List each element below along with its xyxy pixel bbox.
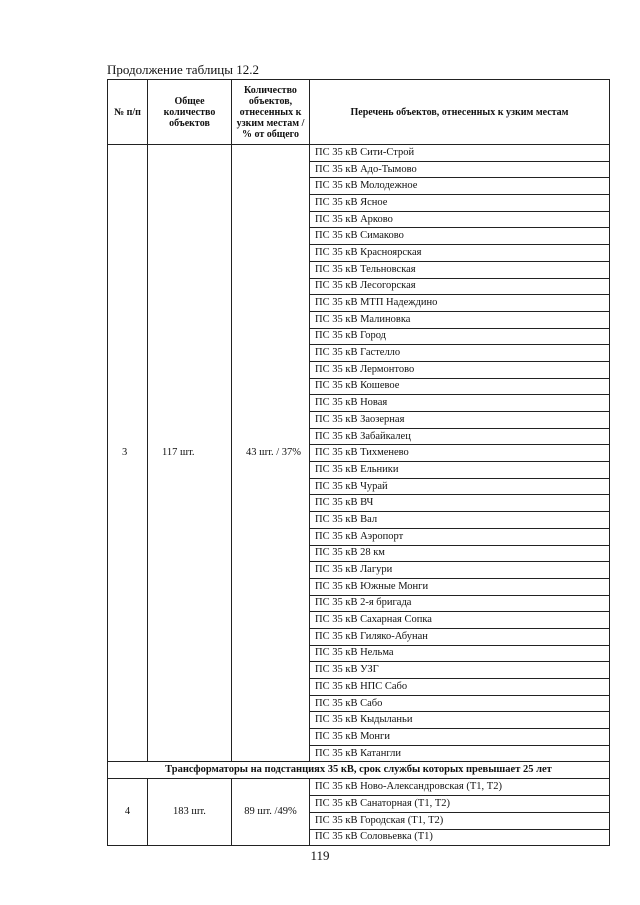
header-number: № п/п xyxy=(108,80,148,145)
object-name: ПС 35 кВ Тихменево xyxy=(310,445,610,462)
object-name: ПС 35 кВ Городская (Т1, Т2) xyxy=(310,812,610,829)
object-name: ПС 35 кВ Гастелло xyxy=(310,345,610,362)
object-name: ПС 35 кВ Нельма xyxy=(310,645,610,662)
section-heading: Трансформаторы на подстанциях 35 кВ, срок службы которых превышает 25 лет xyxy=(108,762,610,779)
object-name: ПС 35 кВ Ельники xyxy=(310,462,610,479)
section-row xyxy=(108,762,610,779)
row-number: 3 xyxy=(108,145,148,762)
object-name: ПС 35 кВ УЗГ xyxy=(310,662,610,679)
object-name: ПС 35 кВ Город xyxy=(310,328,610,345)
object-name: ПС 35 кВ Сабо xyxy=(310,695,610,712)
object-name: ПС 35 кВ Лесогорская xyxy=(310,278,610,295)
object-name: ПС 35 кВ Лагури xyxy=(310,562,610,579)
group-4-body xyxy=(108,779,610,846)
object-name: ПС 35 кВ Красноярская xyxy=(310,245,610,262)
object-name: ПС 35 кВ НПС Сабо xyxy=(310,679,610,696)
object-name: ПС 35 кВ Монги xyxy=(310,729,610,746)
table-row xyxy=(108,779,610,796)
total-count: 183 шт. xyxy=(148,779,232,846)
object-name: ПС 35 кВ Аэропорт xyxy=(310,528,610,545)
table-header-row xyxy=(108,80,610,145)
bottleneck-count: 89 шт. /49% xyxy=(232,779,310,846)
bottleneck-count: 43 шт. / 37% xyxy=(232,145,310,762)
object-name: ПС 35 кВ Катангли xyxy=(310,745,610,762)
object-name: ПС 35 кВ Тельновская xyxy=(310,261,610,278)
object-name: ПС 35 кВ Лермонтово xyxy=(310,361,610,378)
object-name: ПС 35 кВ Адо-Тымово xyxy=(310,161,610,178)
object-name: ПС 35 кВ Молодежное xyxy=(310,178,610,195)
object-name: ПС 35 кВ Южные Монги xyxy=(310,578,610,595)
page-number: 119 xyxy=(310,848,330,863)
object-name: ПС 35 кВ Новая xyxy=(310,395,610,412)
object-name: ПС 35 кВ Симаково xyxy=(310,228,610,245)
row-number: 4 xyxy=(108,779,148,846)
object-name: ПС 35 кВ Санаторная (Т1, Т2) xyxy=(310,796,610,813)
object-name: ПС 35 кВ Малиновка xyxy=(310,311,610,328)
object-name: ПС 35 кВ Гиляко-Абунан xyxy=(310,628,610,645)
object-name: ПС 35 кВ Ясное xyxy=(310,195,610,212)
object-name: ПС 35 кВ 2-я бригада xyxy=(310,595,610,612)
object-name: ПС 35 кВ Арково xyxy=(310,211,610,228)
bottleneck-table xyxy=(107,79,610,846)
object-name: ПС 35 кВ Кыдыланьи xyxy=(310,712,610,729)
table-row xyxy=(108,145,610,162)
object-name: ПС 35 кВ Чурай xyxy=(310,478,610,495)
object-name: ПС 35 кВ Сити-Строй xyxy=(310,145,610,162)
header-total: Общее количество объектов xyxy=(148,80,232,145)
object-name: ПС 35 кВ Сахарная Сопка xyxy=(310,612,610,629)
object-name: ПС 35 кВ Забайкалец xyxy=(310,428,610,445)
total-count: 117 шт. xyxy=(148,145,232,762)
header-bottleneck-count: Количество объектов, отнесенных к узким местам / % от общего xyxy=(232,80,310,145)
object-name: ПС 35 кВ ВЧ xyxy=(310,495,610,512)
object-name: ПС 35 кВ Соловьевка (Т1) xyxy=(310,829,610,846)
object-name: ПС 35 кВ Вал xyxy=(310,512,610,529)
table-caption: Продолжение таблицы 12.2 xyxy=(107,62,259,77)
object-name: ПС 35 кВ МТП Надеждино xyxy=(310,295,610,312)
group-3-body xyxy=(108,145,610,762)
object-name: ПС 35 кВ Ново-Александровская (Т1, Т2) xyxy=(310,779,610,796)
object-name: ПС 35 кВ Заозерная xyxy=(310,412,610,429)
header-object-list: Перечень объектов, отнесенных к узким местам xyxy=(310,80,610,145)
object-name: ПС 35 кВ Кошевое xyxy=(310,378,610,395)
object-name: ПС 35 кВ 28 км xyxy=(310,545,610,562)
